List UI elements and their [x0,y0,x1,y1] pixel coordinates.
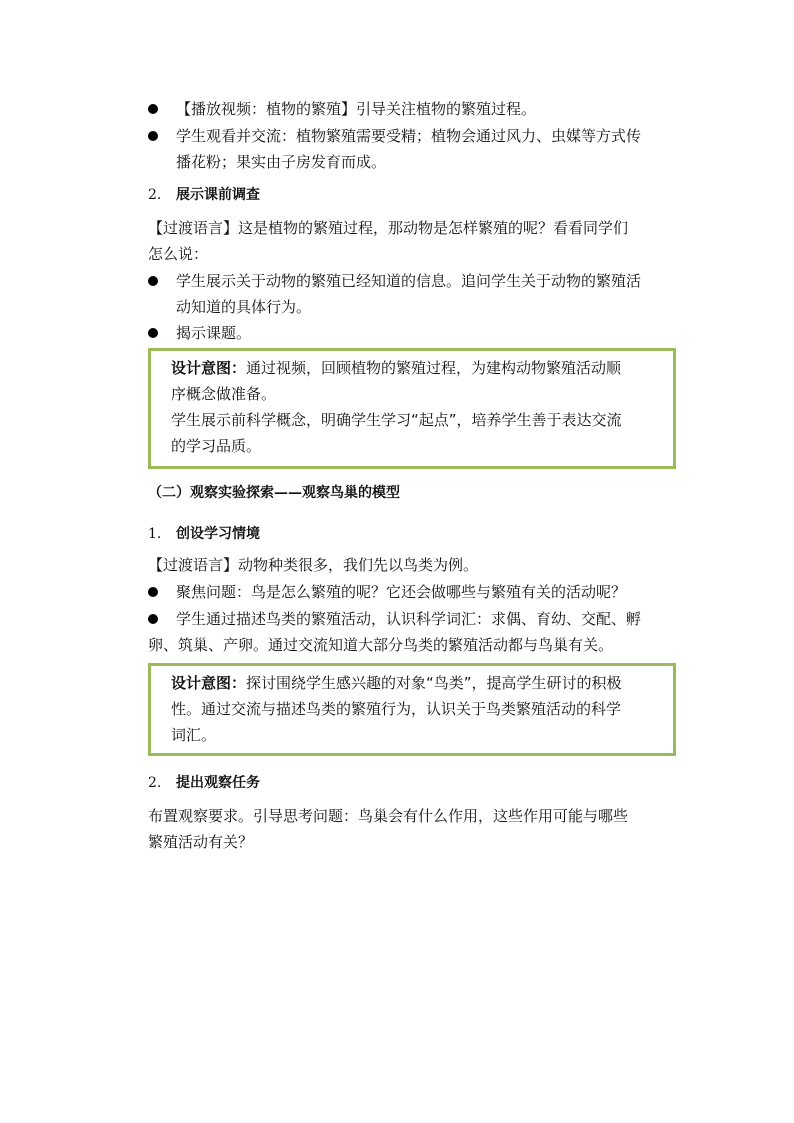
bullet-text-line: 动知道的具体行为。 [176,298,312,316]
bullet-text-line: 播花粉；果实由子房发育而成。 [176,153,387,171]
bullet-text: 聚焦问题：鸟是怎么繁殖的呢？它还会做哪些与繁殖有关的活动呢？ [176,583,627,601]
design-intent-label: 设计意图： [171,359,247,377]
paragraph-line: 【过渡语言】这是植物的繁殖过程，那动物是怎样繁殖的呢？看看同学们 [148,219,629,237]
bullet-dot-icon [148,104,158,114]
bullet-students-describe [148,606,678,658]
section-heading-situation [148,521,260,547]
bullet-dot-icon [148,328,158,338]
heading-title: 创设学习情境 [176,526,260,542]
design-intent-line: 设计意图：探讨围绕学生感兴趣的对象“鸟类”，提高学生研讨的积极 [171,674,622,692]
section-heading-observe: （二）观察实验探索——观察鸟巢的模型 [148,485,400,501]
design-intent-line: 学生展示前科学概念，明确学生学习“起点”，培养学生善于表达交流 [171,411,622,429]
paragraph-line: 繁殖活动有关？ [148,833,254,851]
bullet-text-line: 学生观看并交流：植物繁殖需要受精；植物会通过风力、虫媒等方式传 [176,127,642,145]
bullet-dot-icon [148,131,158,141]
closing-paragraph [148,803,678,855]
paragraph-line: 【过渡语言】动物种类很多，我们先以鸟类为例。 [148,556,479,574]
bullet-students-show [148,268,678,320]
bullet-students-discuss [148,123,678,175]
heading-number: 2. [148,775,162,791]
transition-paragraph-birds [148,552,678,578]
bullet-text: 揭示课题。 [176,324,252,342]
paragraph-line: 怎么说： [148,245,209,263]
bullet-play-video [148,96,678,122]
design-intent-line: 序概念做准备。 [171,385,277,403]
design-intent-line: 的学习品质。 [171,437,262,455]
heading-number: 1. [148,526,162,542]
transition-paragraph [148,215,678,267]
bullet-text-line: 学生通过描述鸟类的繁殖活动，认识科学词汇：求偶、育幼、交配、孵 [176,610,642,628]
design-intent-label: 设计意图： [171,674,247,692]
bullet-reveal-topic [148,320,678,346]
bullet-focus-question [148,579,678,605]
heading-number: 2. [148,187,162,203]
design-intent-line: 设计意图：通过视频，回顾植物的繁殖过程，为建构动物繁殖活动顺 [171,359,622,377]
bullet-text-line: 卵、筑巢、产卵。通过交流知道大部分鸟类的繁殖活动都与鸟巢有关。 [148,636,614,654]
bullet-dot-icon [148,614,158,624]
section-heading-task [148,770,260,796]
heading-title: 展示课前调查 [176,187,260,203]
design-intent-line: 性。通过交流与描述鸟类的繁殖行为，认识关于鸟类繁殖活动的科学 [171,700,622,718]
bullet-text-line: 学生展示关于动物的繁殖已经知道的信息。追问学生关于动物的繁殖活 [176,272,642,290]
paragraph-line: 布置观察要求。引导思考问题：鸟巢会有什么作用，这些作用可能与哪些 [148,807,629,825]
design-intent-box [148,663,676,756]
bullet-text: 【播放视频：植物的繁殖】引导关注植物的繁殖过程。 [176,100,537,118]
section-heading-survey [148,182,260,208]
design-intent-line: 词汇。 [171,726,217,744]
bullet-dot-icon [148,587,158,597]
design-intent-box [148,348,676,469]
bullet-dot-icon [148,276,158,286]
heading-title: 提出观察任务 [176,775,260,791]
